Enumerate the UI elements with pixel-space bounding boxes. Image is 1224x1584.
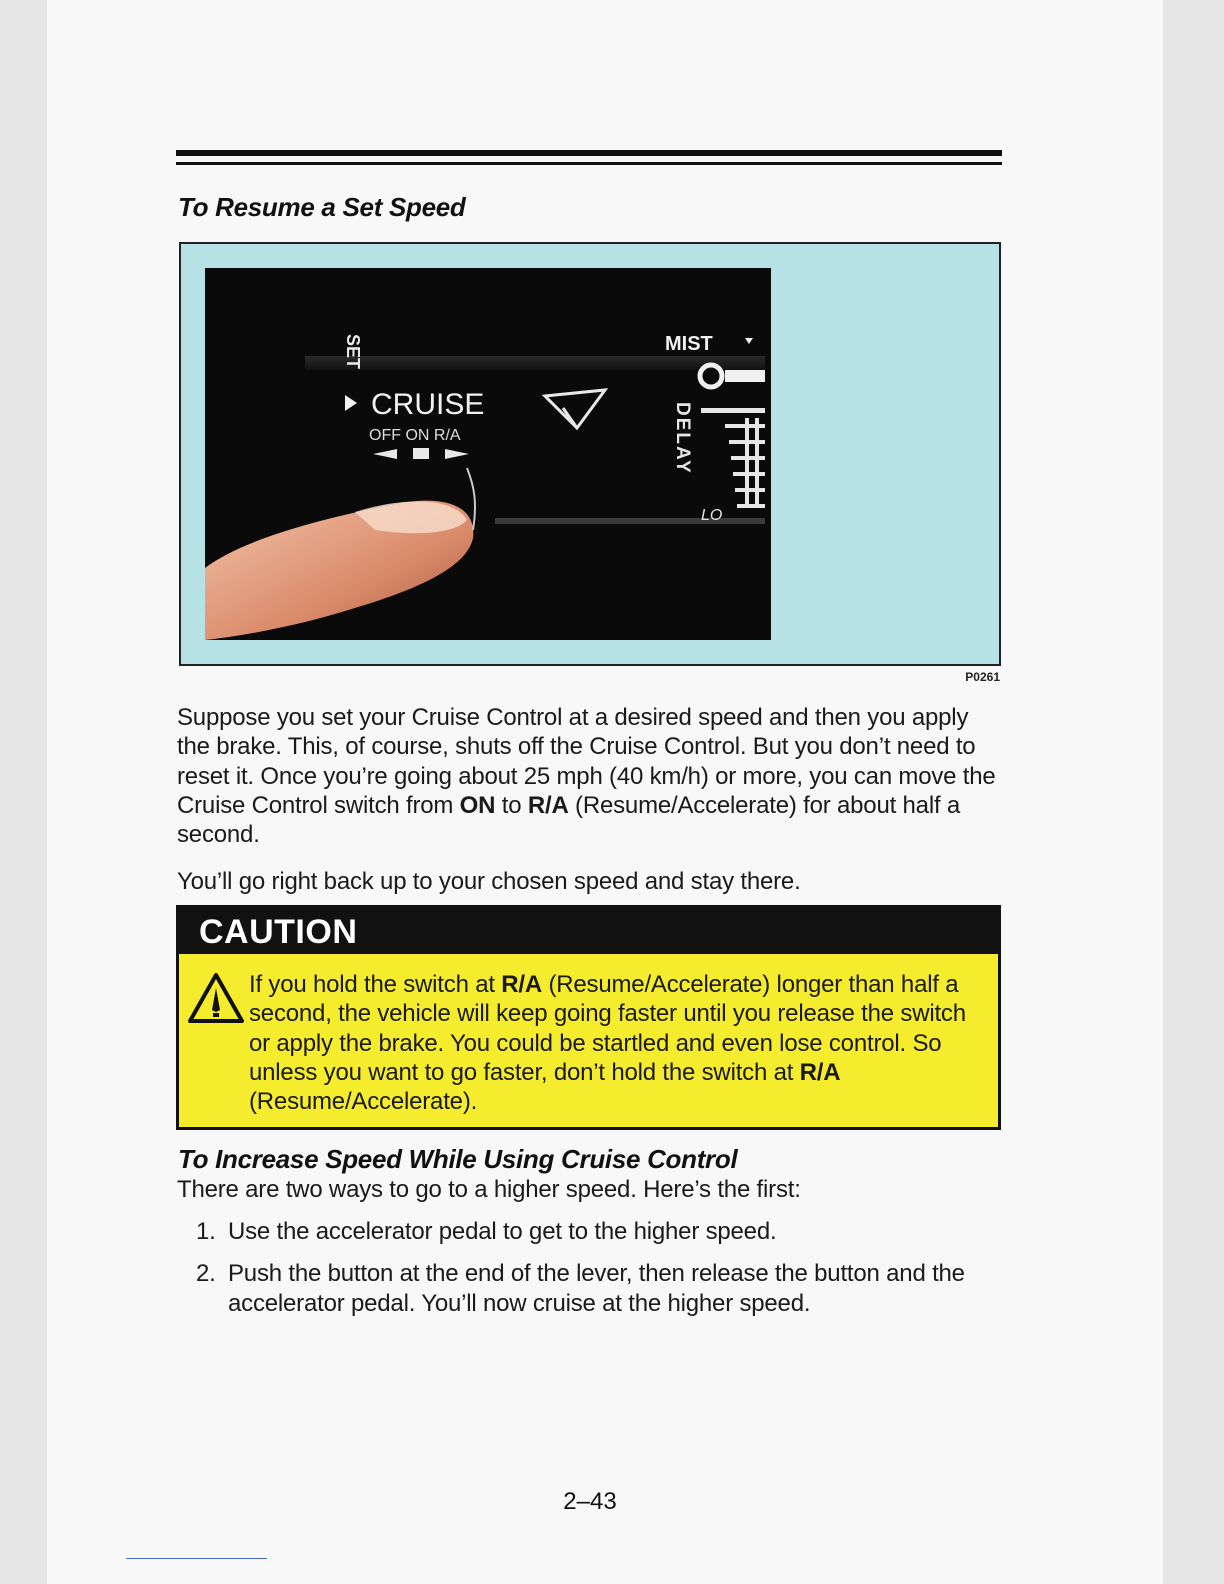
lo-label: LO [701,507,723,524]
cruise-switch-photo [205,268,771,640]
footer-line [126,1558,267,1559]
cruise-switch-illustration [205,268,771,640]
header-rule-thick [176,150,1002,156]
section-title-resume: To Resume a Set Speed [178,192,466,222]
mist-label: MIST [665,333,713,355]
switch-positions-label: OFF ON R/A [369,427,461,444]
list-item: 2. Push the button at the end of the lever, then release the button and the accelerator pedal. You’ll now cruise at the higher speed. [196,1260,965,1317]
cruise-control-figure [179,242,1001,666]
section-title-increase: To Increase Speed While Using Cruise Control [178,1144,738,1174]
caution-text: If you hold the switch at R/A (Resume/Accelerate) longer than half a second, the vehicle will keep going faster until you release the switch or apply the brake. You could be startled and even lose control. So unless you want to go faster, don’t hold the switch at R/A (Resume/Accelerate). [249,971,966,1116]
caution-heading: CAUTION [179,908,998,954]
paragraph-result: You’ll go right back up to your chosen speed and stay there. [177,868,801,895]
figure-code: P0261 [965,670,1000,684]
page-number: 2–43 [563,1488,617,1515]
cruise-label: CRUISE [371,388,485,421]
header-rule-thin [176,162,1002,165]
paragraph-increase-intro: There are two ways to go to a higher speed. Here’s the first: [177,1176,801,1203]
delay-label: DELAY [672,402,693,475]
steps-list [196,1217,1001,1331]
caution-box [176,905,1001,1130]
paragraph-resume: Suppose you set your Cruise Control at a desired speed and then you apply the brake. This, of course, shuts off the Cruise Control. But you don’t need to reset it. Once you’re going about 25 mph (40 km/h) or more, you can move the Cruise Control switch from ON to R/A (Resume/Accelerate) for about half a second. [177,704,996,849]
set-label: SET [343,334,363,370]
list-item: 1. Use the accelerator pedal to get to the higher speed. [196,1218,777,1245]
warning-triangle-icon [187,972,245,1024]
